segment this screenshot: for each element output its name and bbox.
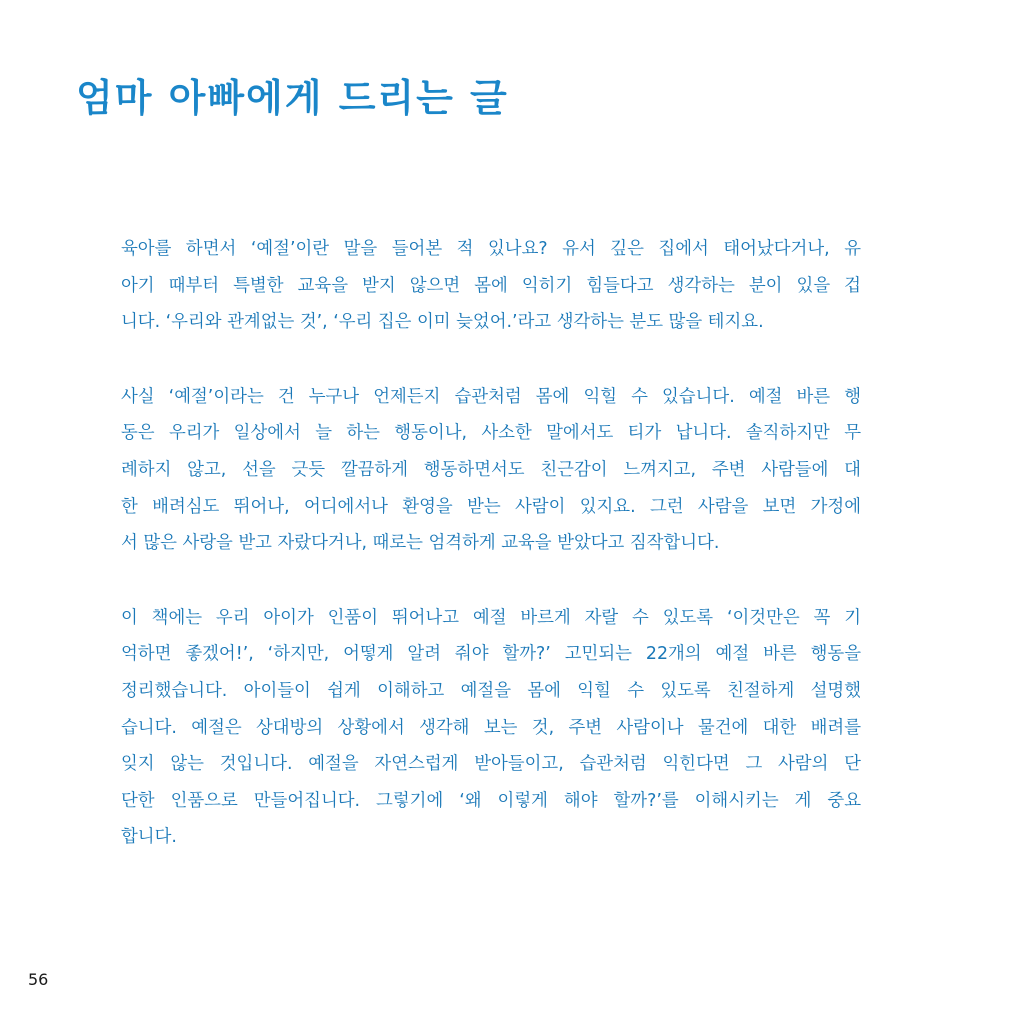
- paragraph-line: 습니다. 예절은 상대방의 상황에서 생각해 보는 것, 주변 사람이나 물건에 대한 배려를: [121, 717, 861, 738]
- paragraph-3: [121, 600, 861, 856]
- paragraph-line: 이 책에는 우리 아이가 인품이 뛰어나고 예절 바르게 자랄 수 있도록 ‘이것만은 꼭 기: [121, 607, 861, 628]
- paragraph-2: [121, 379, 861, 562]
- paragraph-line: 례하지 않고, 선을 긋듯 깔끔하게 행동하면서도 친근감이 느껴지고, 주변 사람들에 대: [121, 459, 861, 480]
- page-number: 56: [28, 970, 49, 989]
- paragraph-line: 니다. ‘우리와 관계없는 것’, ‘우리 집은 이미 늦었어.’라고 생각하는 분도 많을 테지요.: [121, 312, 764, 333]
- paragraph-line: 한 배려심도 뛰어나, 어디에서나 환영을 받는 사람이 있지요. 그런 사람을 보면 가정에: [121, 496, 861, 517]
- paragraph-line: 서 많은 사랑을 받고 자랐다거나, 때로는 엄격하게 교육을 받았다고 짐작합니다.: [121, 533, 720, 554]
- paragraph-1: [121, 231, 861, 341]
- paragraph-line: 합니다.: [121, 827, 177, 848]
- paragraph-line: 아기 때부터 특별한 교육을 받지 않으면 몸에 익히기 힘들다고 생각하는 분이 있을 겁: [121, 275, 861, 296]
- page-title: 엄마 아빠에게 드리는 글: [76, 76, 509, 120]
- paragraph-line: 단한 인품으로 만들어집니다. 그렇기에 ‘왜 이렇게 해야 할까?’를 이해시키는 게 중요: [121, 790, 861, 811]
- paragraph-line: 잊지 않는 것입니다. 예절을 자연스럽게 받아들이고, 습관처럼 익힌다면 그 사람의 단: [121, 754, 861, 775]
- body-text: [121, 231, 861, 894]
- paragraph-line: 사실 ‘예절’이라는 건 누구나 언제든지 습관처럼 몸에 익힐 수 있습니다. 예절 바른 행: [121, 386, 861, 407]
- paragraph-line: 육아를 하면서 ‘예절’이란 말을 들어본 적 있나요? 유서 깊은 집에서 태어났다거나, 유: [121, 239, 861, 259]
- paragraph-line: 동은 우리가 일상에서 늘 하는 행동이나, 사소한 말에서도 티가 납니다. 솔직하지만 무: [121, 423, 861, 444]
- paragraph-line: 정리했습니다. 아이들이 쉽게 이해하고 예절을 몸에 익힐 수 있도록 친절하게 설명했: [121, 680, 861, 701]
- paragraph-line: 억하면 좋겠어!’, ‘하지만, 어떻게 알려 줘야 할까?’ 고민되는 22개의 예절 바른 행동을: [121, 644, 861, 665]
